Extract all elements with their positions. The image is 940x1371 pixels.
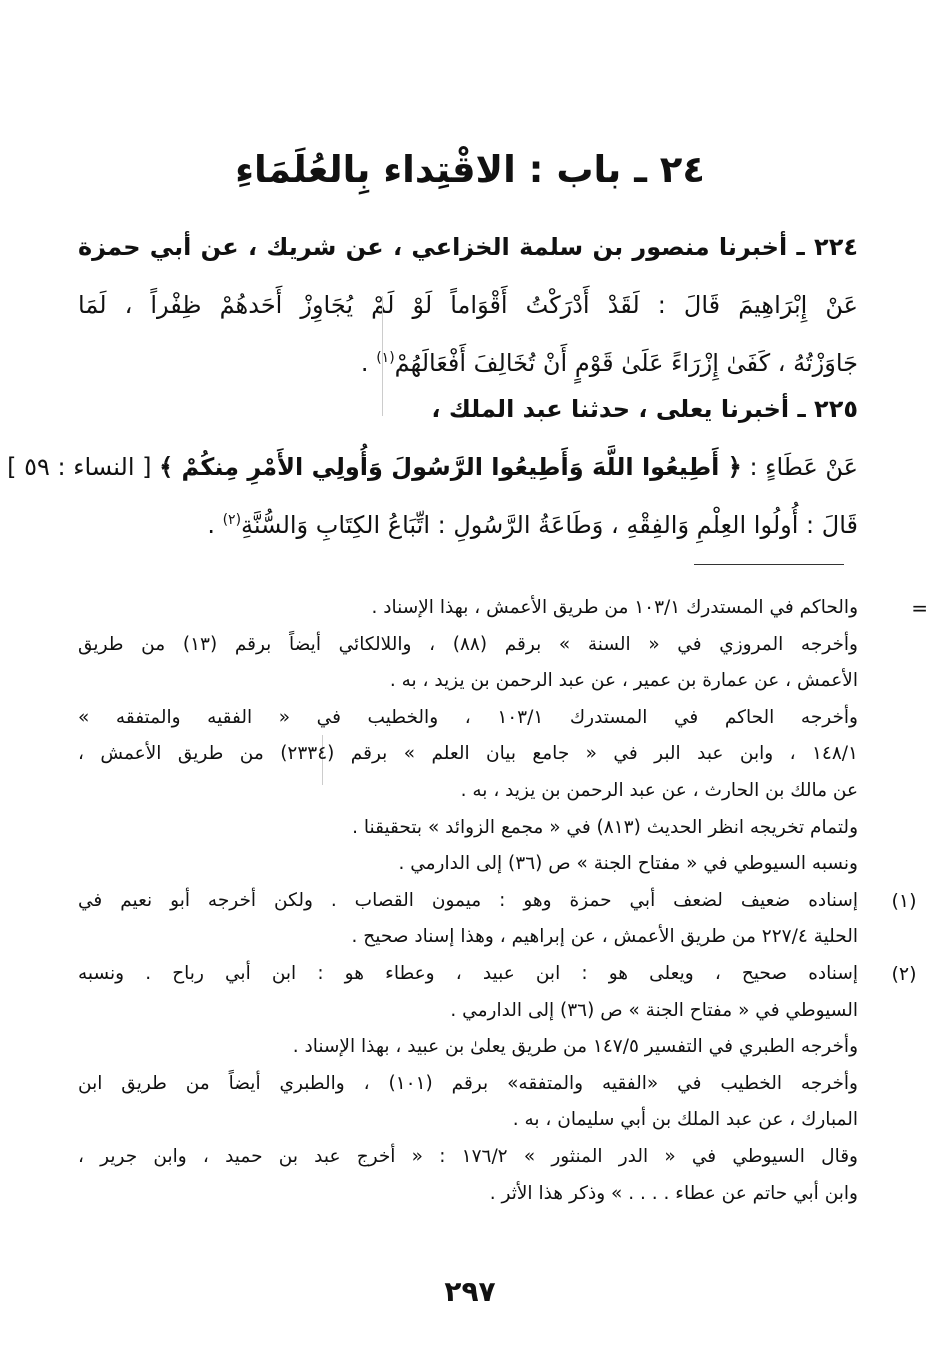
- footnote-line: وأخرجه المروزي في « السنة » برقم (٨٨) ، واللالكائي أيضاً برقم (١٣) من طريق: [78, 633, 858, 655]
- hadith-225-isnad: ٢٢٥ ـ أخبرنا يعلى ، حدثنا عبد الملك ،: [431, 395, 858, 423]
- quran-verse: أَطِيعُوا اللَّهَ وَأَطِيعُوا الرَّسُولَ وَأُولِي الأَمْرِ مِنكُمْ: [173, 453, 728, 481]
- footnotes: [78, 590, 928, 1212]
- quran-open-bracket: ﴿: [727, 453, 742, 481]
- page-number: ٢٩٧: [444, 1275, 496, 1308]
- hadith-225-text-line: [78, 496, 858, 554]
- footnote-2: [78, 956, 917, 1212]
- footnote-line: السيوطي في « مفتاح الجنة » ص (٣٦) إلى الدارمي .: [450, 999, 858, 1021]
- footnote-line: ولتمام تخريجه انظر الحديث (٨١٣) في « مجمع الزوائد » بتحقيقنا .: [352, 816, 858, 838]
- hadith-225-narrator: عَنْ عَطَاءٍ :: [741, 453, 858, 481]
- footnote-line: المبارك ، عن عبد الملك بن أبي سليمان ، به .: [512, 1109, 858, 1131]
- hadith-224-text-line: عَنْ إِبْرَاهِيمَ قَالَ : لَقَدْ أَدْرَكْتُ أَقْوَاماً لَوْ لَمْ يُجَاوِزْ أَحَدهُمْ ظِفْراً ، لَمَا: [78, 291, 858, 319]
- footnote-divider: [694, 564, 844, 565]
- hadith-224-text: جَاوَزْتُهُ ، كَفَىٰ إِزْرَاءً عَلَىٰ قَوْمٍ أَنْ تُخَالِفَ أَفْعَالَهُمْ: [394, 349, 858, 377]
- footnote-line: وأخرجه الحاكم في المستدرك ١٠٣/١ ، والخطيب في « الفقيه والمتفقه »: [78, 706, 858, 728]
- quran-close-bracket: ﴾: [159, 453, 174, 481]
- footnote-2-number: (٢): [891, 962, 917, 985]
- footnote-line: الحلية ٢٢٧/٤ من طريق الأعمش ، عن إبراهيم ، وهذا إسناد صحيح .: [351, 926, 858, 948]
- footnote-1-number: (١): [891, 889, 917, 912]
- hadith-224-isnad: ٢٢٤ ـ أخبرنا منصور بن سلمة الخزاعي ، عن شريك ، عن أبي حمزة: [78, 233, 858, 261]
- footnote-line: وابن أبي حاتم عن عطاء . . . . » وذكر هذا الأثر .: [489, 1182, 858, 1204]
- footnote-ref-1[interactable]: (١): [376, 350, 395, 366]
- footnote-continuation: [78, 590, 928, 883]
- hadith-225-verse-line: [7, 438, 858, 496]
- footnote-ref-2[interactable]: (٢): [222, 512, 242, 528]
- hadith-224: [78, 218, 858, 392]
- footnote-line: وقال السيوطي في « الدر المنثور » ١٧٦/٢ : « أخرج عبد بن حميد ، وابن جرير ،: [78, 1145, 858, 1167]
- hadith-225-period: .: [207, 511, 223, 539]
- footnote-line: إسناده ضعيف لضعف أبي حمزة وهو : ميمون القصاب . ولكن أخرجه أبو نعيم في: [78, 889, 858, 911]
- hadith-224-period: .: [360, 349, 377, 377]
- verse-citation: [ النساء : ٥٩ ]: [7, 453, 160, 481]
- footnote-line: ١٤٨/١ ، وابن عبد البر في « جامع بيان العلم » برقم (٢٣٣٤) من طريق الأعمش ،: [78, 743, 858, 765]
- footnote-line: ونسبه السيوطي في « مفتاح الجنة » ص (٣٦) إلى الدارمي .: [398, 853, 858, 875]
- footnote-1: [78, 883, 917, 956]
- footnote-line: والحاكم في المستدرك ١٠٣/١ من طريق الأعمش ، بهذا الإسناد .: [371, 597, 858, 618]
- continuation-mark: =: [911, 596, 928, 620]
- footnote-line: عن مالك بن الحارث ، عن عبد الرحمن بن يزيد ، به .: [460, 779, 858, 801]
- hadith-225: [7, 380, 858, 554]
- chapter-heading: ٢٤ ـ باب : الاقْتِداء بِالعُلَمَاءِ: [235, 148, 705, 191]
- footnote-line: وأخرجه الخطيب في «الفقيه والمتفقه» برقم (١٠١) ، والطبري أيضاً من طريق ابن: [78, 1072, 858, 1094]
- footnote-line: وأخرجه الطبري في التفسير ١٤٧/٥ من طريق يعلىٰ بن عبيد ، بهذا الإسناد .: [292, 1036, 858, 1058]
- footnote-line: إسناده صحيح ، ويعلى هو : ابن عبيد ، وعطاء هو : ابن أبي رباح . ونسبه: [78, 962, 858, 984]
- hadith-225-text: قَالَ : أُولُوا العِلْمِ وَالفِقْهِ ، وَطَاعَةُ الرَّسُولِ : اتِّبَاعُ الكِتَابِ وَالسُّنَّةِ: [241, 511, 858, 539]
- footnote-line: الأعمش ، عن عمارة بن عمير ، عن عبد الرحمن بن يزيد ، به .: [389, 670, 858, 692]
